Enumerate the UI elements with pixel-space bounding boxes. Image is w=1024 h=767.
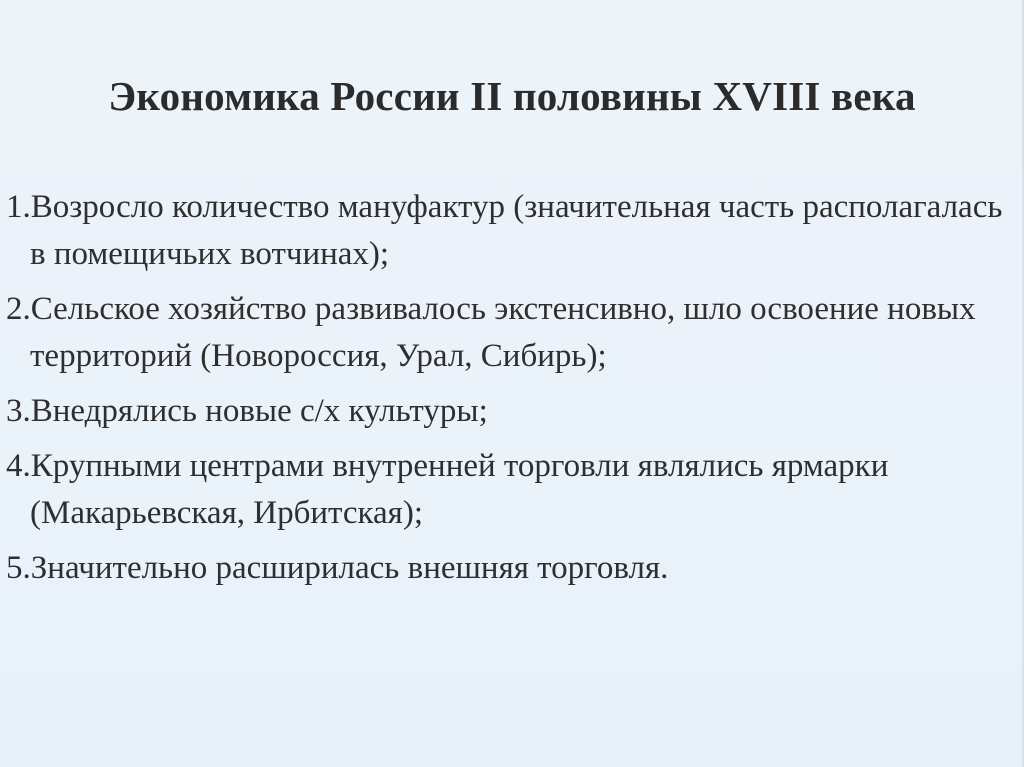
slide-title: Экономика России II половины XVIII века <box>108 73 916 119</box>
bullet-list <box>6 184 1006 600</box>
list-item: 2.Сельское хозяйство развивалось экстенсивно, шло освоение новых территорий (Новороссия, Урал, Сибирь); <box>6 291 976 374</box>
list-item: 4.Крупными центрами внутренней торговли являлись ярмарки (Макарьевская, Ирбитская); <box>6 448 889 531</box>
list-item: 3.Внедрялись новые с/х культуры; <box>6 393 488 429</box>
list-item: 1.Возросло количество мануфактур (значительная часть располагалась в помещичьих вотчинах); <box>6 189 1003 272</box>
list-item: 5.Значительно расширилась внешняя торговля. <box>6 550 669 586</box>
